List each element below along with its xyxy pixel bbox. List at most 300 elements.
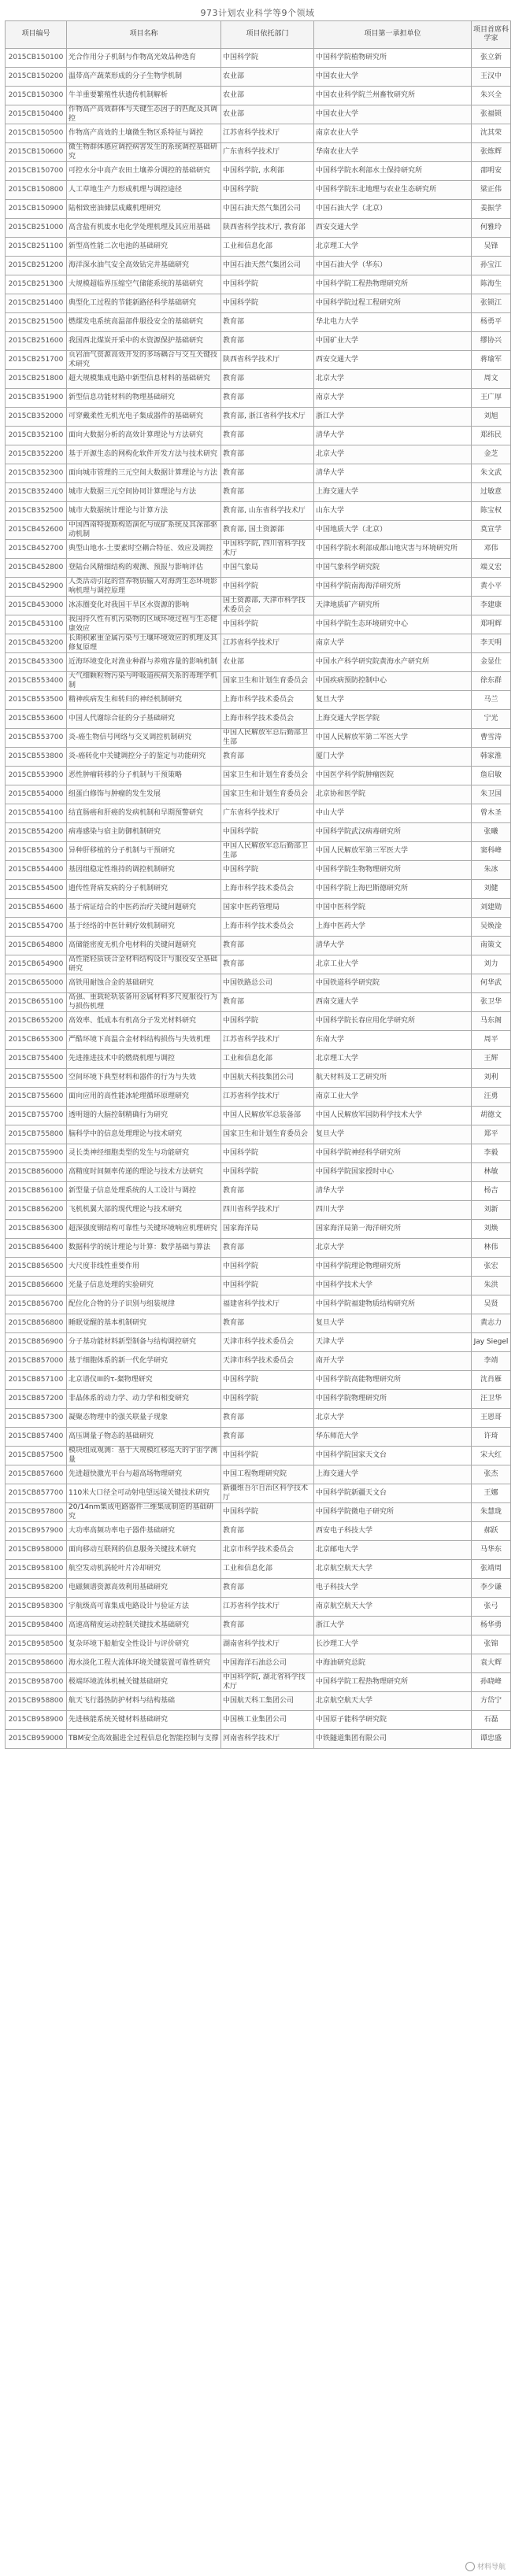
cell-unit: 厦门大学	[314, 748, 472, 767]
cell-dept: 广东省科学技术厅	[221, 143, 314, 162]
cell-code: 2015CB251100	[6, 238, 67, 257]
cell-lead: 杨华勇	[472, 1617, 511, 1635]
cell-unit: 中国水产科学研究院黄海水产研究所	[314, 653, 472, 672]
cell-dept: 教育部	[221, 748, 314, 767]
cell-code: 2015CB554200	[6, 823, 67, 842]
cell-title: 大尺度非线性重要作用	[67, 1258, 221, 1277]
cell-lead: 马兰	[472, 691, 511, 710]
cell-title: 数据科学的统计理论与计算：数学基础与算法	[67, 1239, 221, 1258]
cell-dept: 中国科学院	[221, 1503, 314, 1522]
header-title: 项目名称	[67, 21, 221, 49]
cell-lead: 孙晓峰	[472, 1673, 511, 1692]
cell-unit: 中国科学院水利部成都山地灾害与环境研究所	[314, 540, 472, 559]
cell-unit: 中国农业大学	[314, 105, 472, 124]
cell-title: 我国持久性有机污染物的区域环境过程与生态健康效应	[67, 615, 221, 634]
cell-title: 非晶体系的动力学、动力学和相变研究	[67, 1390, 221, 1409]
table-row	[6, 804, 511, 823]
cell-code: 2015CB958200	[6, 1579, 67, 1598]
cell-title: 高含盐有机废水电化学处理机理及其应用基础	[67, 219, 221, 238]
cell-code: 2015CB857600	[6, 1465, 67, 1484]
table-row	[6, 1617, 511, 1635]
cell-lead: 张卫华	[472, 993, 511, 1012]
table-row	[6, 861, 511, 880]
cell-title: 高铁用耐蚀合金的基础研究	[67, 974, 221, 993]
cell-lead: 朱慧珑	[472, 1503, 511, 1522]
cell-dept: 中国科学院	[221, 1163, 314, 1182]
table-row	[6, 1069, 511, 1088]
cell-dept: 农业部	[221, 87, 314, 105]
table-row	[6, 559, 511, 578]
cell-dept: 教育部	[221, 1239, 314, 1258]
cell-dept: 河南省科学技术厅	[221, 1730, 314, 1749]
cell-dept: 教育部	[221, 313, 314, 332]
cell-title: 温带高产蔬菜形成的分子生物学机制	[67, 68, 221, 87]
cell-dept: 教育部	[221, 389, 314, 408]
cell-title: 高精度时间频率传递的理论与技术方法研究	[67, 1163, 221, 1182]
table-body	[6, 49, 511, 1749]
cell-lead: 马华东	[472, 1541, 511, 1560]
cell-title: 大气细颗粒物污染与呼吸道疾病关系的毒理学机制	[67, 672, 221, 691]
table-row	[6, 1371, 511, 1390]
cell-dept: 教育部	[221, 955, 314, 974]
table-row	[6, 899, 511, 918]
cell-lead: 金芝	[472, 445, 511, 464]
cell-unit: 北京大学	[314, 1409, 472, 1428]
cell-dept: 农业部	[221, 653, 314, 672]
cell-dept: 广东省科学技术厅	[221, 804, 314, 823]
cell-unit: 上海交通大学	[314, 1465, 472, 1484]
cell-code: 2015CB150300	[6, 87, 67, 105]
cell-code: 2015CB453200	[6, 634, 67, 653]
cell-code: 2015CB150500	[6, 124, 67, 143]
cell-lead: 刘利	[472, 1069, 511, 1088]
cell-lead: 孙宝江	[472, 257, 511, 275]
table-row	[6, 181, 511, 200]
table-row	[6, 1522, 511, 1541]
cell-lead: 刘健	[472, 880, 511, 899]
cell-title: 超大规模集成电路中新型信息材料的基础研究	[67, 370, 221, 389]
cell-lead: 宋大红	[472, 1447, 511, 1465]
cell-unit: 清华大学	[314, 937, 472, 955]
cell-title: 陆相致密油储层成藏机理研究	[67, 200, 221, 219]
cell-lead: 曹雪涛	[472, 729, 511, 748]
cell-code: 2015CB856000	[6, 1163, 67, 1182]
header-unit: 项目第一承担单位	[314, 21, 472, 49]
cell-dept: 农业部	[221, 105, 314, 124]
cell-dept: 中国核工业集团公司	[221, 1711, 314, 1730]
table-row	[6, 1390, 511, 1409]
table-row	[6, 1541, 511, 1560]
cell-lead: 郑纬民	[472, 427, 511, 445]
cell-lead: 詹启敏	[472, 767, 511, 785]
cell-unit: 四川大学	[314, 1201, 472, 1220]
table-row	[6, 993, 511, 1012]
table-row	[6, 672, 511, 691]
cell-dept: 教育部	[221, 464, 314, 483]
table-row	[6, 1560, 511, 1579]
cell-lead: 胡德文	[472, 1107, 511, 1125]
table-row	[6, 918, 511, 937]
cell-dept: 上海市科学技术委员会	[221, 691, 314, 710]
cell-lead: 张福锁	[472, 105, 511, 124]
cell-title: 异种肝移植的分子机制与干预研究	[67, 842, 221, 861]
table-row	[6, 1465, 511, 1484]
table-row	[6, 1277, 511, 1295]
cell-unit: 中国石油大学（华东）	[314, 257, 472, 275]
cell-title: 新型高性能二次电池的基础研究	[67, 238, 221, 257]
cell-title: 睡眠觉醒的基本机制研究	[67, 1314, 221, 1333]
cell-lead: 李少谦	[472, 1579, 511, 1598]
cell-code: 2015CB958900	[6, 1711, 67, 1730]
cell-title: 精神疾病发生和转归的神经机制研究	[67, 691, 221, 710]
cell-title: 人工草地生产力形成机理与调控途径	[67, 181, 221, 200]
cell-code: 2015CB553900	[6, 767, 67, 785]
cell-unit: 中国石油大学（北京）	[314, 200, 472, 219]
cell-title: 超深强度钢结构可靠性与关键环境响应机理研究	[67, 1220, 221, 1239]
table-row	[6, 1598, 511, 1617]
cell-title: 110米大口径全可动射电望远镜关键技术研究	[67, 1484, 221, 1503]
cell-code: 2015CB957800	[6, 1503, 67, 1522]
cell-code: 2015CB755700	[6, 1107, 67, 1125]
cell-dept: 教育部	[221, 937, 314, 955]
table-row	[6, 1503, 511, 1522]
cell-title: 长期积累重金属污染与土壤环境效应的机理及其修复原理	[67, 634, 221, 653]
cell-dept: 天津市科学技术委员会	[221, 1333, 314, 1352]
cell-unit: 中国科学院南海海洋研究所	[314, 578, 472, 597]
cell-title: 面向移动互联网的信息服务关键技术研究	[67, 1541, 221, 1560]
cell-code: 2015CB857700	[6, 1484, 67, 1503]
cell-dept: 中国科学院, 湖北省科学技术厅	[221, 1673, 314, 1692]
cell-code: 2015CB856100	[6, 1182, 67, 1201]
cell-unit: 中国科学院生物物理研究所	[314, 861, 472, 880]
cell-code: 2015CB452800	[6, 559, 67, 578]
table-row	[6, 313, 511, 332]
cell-lead: 李天明	[472, 634, 511, 653]
cell-lead: 林敏	[472, 1163, 511, 1182]
cell-title: 病毒感染与宿主防御机制研究	[67, 823, 221, 842]
cell-code: 2015CB251600	[6, 332, 67, 351]
cell-unit: 上海中医药大学	[314, 918, 472, 937]
cell-lead: 邵明安	[472, 162, 511, 181]
cell-unit: 南京航空航天大学	[314, 1598, 472, 1617]
cell-code: 2015CB554100	[6, 804, 67, 823]
wechat-icon	[465, 2562, 475, 2571]
table-row	[6, 1654, 511, 1673]
cell-unit: 中国科学院神经科学研究所	[314, 1144, 472, 1163]
cell-title: 透明翅的大脑控制精确行为研究	[67, 1107, 221, 1125]
cell-dept: 教育部, 山东省科学技术厅	[221, 502, 314, 521]
cell-title: 基于经络的中医针刺疗效机制研究	[67, 918, 221, 937]
table-row	[6, 1673, 511, 1692]
cell-unit: 北京工业大学	[314, 955, 472, 974]
cell-title: 宇航级高可靠集成电路设计与验证方法	[67, 1598, 221, 1617]
cell-title: 中国人代谢综合征的分子基础研究	[67, 710, 221, 729]
table-row	[6, 502, 511, 521]
cell-code: 2015CB452900	[6, 578, 67, 597]
cell-unit: 中国科学院东北地理与农业生态研究所	[314, 181, 472, 200]
cell-unit: 中国疾病预防控制中心	[314, 672, 472, 691]
table-row	[6, 1031, 511, 1050]
cell-code: 2015CB554500	[6, 880, 67, 899]
cell-unit: 中海油研究总院	[314, 1654, 472, 1673]
cell-lead: 张弓	[472, 1598, 511, 1617]
cell-code: 2015CB554600	[6, 899, 67, 918]
cell-unit: 清华大学	[314, 1182, 472, 1201]
cell-title: 可穿戴柔性无机光电子集成器件的基础研究	[67, 408, 221, 427]
cell-lead: 陈海生	[472, 275, 511, 294]
cell-title: 航天飞行器热防护材料与结构基础	[67, 1692, 221, 1711]
cell-title: 微生物群体感应调控病害发生的系统调控基础研究	[67, 143, 221, 162]
cell-title: 极端环境流体机械关键基础研究	[67, 1673, 221, 1692]
table-row	[6, 1125, 511, 1144]
cell-dept: 国土资源部, 天津市科学技术委员会	[221, 597, 314, 615]
table-row	[6, 1730, 511, 1749]
cell-dept: 中国科学院	[221, 615, 314, 634]
cell-unit: 中国科学院工程热物理研究所	[314, 1673, 472, 1692]
cell-code: 2015CB150100	[6, 49, 67, 68]
cell-unit: 中国原子能科学研究院	[314, 1711, 472, 1730]
cell-title: 高强、重载轮轨装备用金属材料多尺度服役行为与损伤机理	[67, 993, 221, 1012]
cell-code: 2015CB655000	[6, 974, 67, 993]
cell-code: 2015CB655200	[6, 1012, 67, 1031]
cell-title: 高速高精度运动控制关键技术基础研究	[67, 1617, 221, 1635]
cell-code: 2015CB655100	[6, 993, 67, 1012]
cell-code: 2015CB150700	[6, 162, 67, 181]
table-row	[6, 1314, 511, 1333]
cell-title: 燃煤发电系统高温部件服役安全的基础研究	[67, 313, 221, 332]
cell-lead: 周文	[472, 370, 511, 389]
cell-title: 高效率、低成本有机高分子发光材料研究	[67, 1012, 221, 1031]
cell-dept: 中国人民解放军总装备部	[221, 1107, 314, 1125]
cell-code: 2015CB150400	[6, 105, 67, 124]
cell-lead: 陈宝权	[472, 502, 511, 521]
cell-unit: 中山大学	[314, 804, 472, 823]
table-row	[6, 351, 511, 370]
cell-code: 2015CB150800	[6, 181, 67, 200]
cell-unit: 南京农业大学	[314, 124, 472, 143]
table-row	[6, 823, 511, 842]
cell-title: 近海环境变化对渔业种群与养殖容量的影响机制	[67, 653, 221, 672]
table-row	[6, 597, 511, 615]
cell-unit: 南开大学	[314, 1352, 472, 1371]
cell-code: 2015CB251400	[6, 294, 67, 313]
cell-lead: 张立新	[472, 49, 511, 68]
cell-title: 脑科学中的信息处理理论与技术研究	[67, 1125, 221, 1144]
cell-lead: 莫宣学	[472, 521, 511, 540]
cell-code: 2015CB553600	[6, 710, 67, 729]
project-table	[5, 20, 511, 1749]
cell-lead: 汪卫华	[472, 1390, 511, 1409]
cell-unit: 山东大学	[314, 502, 472, 521]
cell-title: 城市大数据三元空间协同计算理论与方法	[67, 483, 221, 502]
cell-unit: 中国科学技术大学	[314, 1277, 472, 1295]
cell-code: 2015CB553800	[6, 748, 67, 767]
cell-code: 2015CB857300	[6, 1409, 67, 1428]
table-row	[6, 880, 511, 899]
cell-lead: 刘新	[472, 1201, 511, 1220]
table-row	[6, 521, 511, 540]
cell-code: 2015CB351900	[6, 389, 67, 408]
cell-title: 遗传性肾病发病的分子机制研究	[67, 880, 221, 899]
cell-unit: 中国科学院水利部水土保持研究所	[314, 162, 472, 181]
cell-lead: 梁正伟	[472, 181, 511, 200]
cell-dept: 中国科学院	[221, 1258, 314, 1277]
table-row	[6, 87, 511, 105]
cell-lead: 朱兴全	[472, 87, 511, 105]
cell-unit: 中国科学院理论物理研究所	[314, 1258, 472, 1277]
cell-lead: 宁光	[472, 710, 511, 729]
cell-title: 先进推进技术中的燃烧机理与调控	[67, 1050, 221, 1069]
table-row	[6, 1220, 511, 1239]
cell-code: 2015CB452600	[6, 521, 67, 540]
cell-unit: 长沙理工大学	[314, 1635, 472, 1654]
table-row	[6, 1088, 511, 1107]
cell-code: 2015CB958500	[6, 1635, 67, 1654]
table-row	[6, 578, 511, 597]
cell-unit: 北京大学	[314, 370, 472, 389]
cell-lead: 方岱宁	[472, 1692, 511, 1711]
cell-title: 典型山地水-土要素时空耦合特征、效应及调控	[67, 540, 221, 559]
cell-dept: 教育部	[221, 1182, 314, 1201]
cell-dept: 教育部	[221, 332, 314, 351]
cell-lead: 李毅	[472, 1144, 511, 1163]
cell-lead: 刘焕	[472, 1220, 511, 1239]
cell-code: 2015CB553500	[6, 691, 67, 710]
cell-lead: 许琦	[472, 1428, 511, 1447]
cell-unit: 中国科学院长春应用化学研究所	[314, 1012, 472, 1031]
table-row	[6, 294, 511, 313]
cell-lead: 王汉中	[472, 68, 511, 87]
cell-dept: 工业和信息化部	[221, 1050, 314, 1069]
cell-dept: 中国科学院	[221, 823, 314, 842]
cell-lead: 吴锋	[472, 238, 511, 257]
cell-dept: 中国科学院	[221, 1390, 314, 1409]
table-row	[6, 1239, 511, 1258]
cell-lead: 张靖周	[472, 1560, 511, 1579]
cell-lead: 张锦	[472, 1635, 511, 1654]
cell-unit: 南京大学	[314, 389, 472, 408]
cell-dept: 教育部	[221, 993, 314, 1012]
cell-unit: 西安电子科技大学	[314, 1522, 472, 1541]
cell-dept: 农业部	[221, 68, 314, 87]
cell-dept: 中国气象局	[221, 559, 314, 578]
cell-unit: 中国农业科学院兰州畜牧研究所	[314, 87, 472, 105]
cell-unit: 中铁隧道集团有限公司	[314, 1730, 472, 1749]
cell-unit: 中国矿业大学	[314, 332, 472, 351]
cell-lead: 郑平	[472, 1125, 511, 1144]
table-row	[6, 1012, 511, 1031]
cell-unit: 中国气象科学研究院	[314, 559, 472, 578]
cell-dept: 中国石油天然气集团公司	[221, 257, 314, 275]
cell-dept: 教育部	[221, 1617, 314, 1635]
cell-code: 2015CB857500	[6, 1447, 67, 1465]
cell-dept: 上海市科学技术委员会	[221, 918, 314, 937]
cell-lead: 曾木圣	[472, 804, 511, 823]
cell-dept: 中国科学院	[221, 1144, 314, 1163]
cell-unit: 复旦大学	[314, 1125, 472, 1144]
cell-unit: 浙江大学	[314, 408, 472, 427]
cell-dept: 中国科学院	[221, 861, 314, 880]
cell-code: 2015CB755500	[6, 1069, 67, 1088]
cell-unit: 天津地质矿产研究所	[314, 597, 472, 615]
cell-lead: 沈肖雁	[472, 1371, 511, 1390]
cell-unit: 中国科学院上海巴斯德研究所	[314, 880, 472, 899]
cell-lead: Jay Siegel	[472, 1333, 511, 1352]
table-row	[6, 68, 511, 87]
cell-code: 2015CB755600	[6, 1088, 67, 1107]
cell-lead: 朱洪	[472, 1277, 511, 1295]
table-row	[6, 1409, 511, 1428]
cell-dept: 中国石油天然气集团公司	[221, 200, 314, 219]
cell-unit: 复旦大学	[314, 691, 472, 710]
cell-unit: 中国科学院微电子研究所	[314, 1503, 472, 1522]
cell-unit: 中国科学院植物研究所	[314, 49, 472, 68]
table-row	[6, 653, 511, 672]
table-row	[6, 1201, 511, 1220]
cell-lead: 张炼辉	[472, 143, 511, 162]
cell-code: 2015CB655300	[6, 1031, 67, 1050]
cell-title: 面向应用的高性能冰轮理循环原理研究	[67, 1088, 221, 1107]
cell-code: 2015CB452700	[6, 540, 67, 559]
cell-dept: 江苏省科学技术厅	[221, 634, 314, 653]
table-row	[6, 1144, 511, 1163]
table-row	[6, 257, 511, 275]
cell-code: 2015CB856900	[6, 1333, 67, 1352]
cell-lead: 南策文	[472, 937, 511, 955]
table-row	[6, 1635, 511, 1654]
cell-code: 2015CB251200	[6, 257, 67, 275]
table-row	[6, 1428, 511, 1447]
cell-dept: 中国人民解放军总后勤部卫生部	[221, 729, 314, 748]
table-row	[6, 615, 511, 634]
cell-title: 飞机机翼大部的现代理论与技术研究	[67, 1201, 221, 1220]
cell-code: 2015CB856600	[6, 1277, 67, 1295]
cell-title: 基因组稳定性维持的调控机制研究	[67, 861, 221, 880]
cell-lead: 张曦	[472, 823, 511, 842]
cell-title: 人类活动引起的营养物质输入对海湾生态环境影响机理与调控原理	[67, 578, 221, 597]
cell-dept: 上海市科学技术委员会	[221, 880, 314, 899]
cell-lead: 郑明辉	[472, 615, 511, 634]
cell-title: 北京谱仪III的τ-粲物理研究	[67, 1371, 221, 1390]
table-row	[6, 634, 511, 653]
cell-code: 2015CB755400	[6, 1050, 67, 1069]
cell-lead: 马东阁	[472, 1012, 511, 1031]
cell-lead: 朱冰	[472, 861, 511, 880]
cell-title: 我国西北煤炭开采中的水资源保护基础研究	[67, 332, 221, 351]
cell-code: 2015CB958800	[6, 1692, 67, 1711]
cell-title: 作物高产高效的土壤微生物区系特征与调控	[67, 124, 221, 143]
cell-title: 结直肠癌和肝癌的发病机制和早期预警研究	[67, 804, 221, 823]
cell-unit: 浙江大学	[314, 1617, 472, 1635]
cell-dept: 中国科学院	[221, 1447, 314, 1465]
cell-unit: 北京协和医学院	[314, 785, 472, 804]
table-row	[6, 1447, 511, 1465]
cell-title: 海水淡化工程大流体环境关键装置可靠性研究	[67, 1654, 221, 1673]
cell-unit: 中国科学院新疆天文台	[314, 1484, 472, 1503]
table-row	[6, 143, 511, 162]
cell-lead: 周平	[472, 1031, 511, 1050]
cell-code: 2015CB857000	[6, 1352, 67, 1371]
cell-lead: 姜振学	[472, 200, 511, 219]
cell-dept: 中国科学院	[221, 49, 314, 68]
cell-code: 2015CB856700	[6, 1295, 67, 1314]
cell-title: 基于病证结合的中医药治疗关键问题研究	[67, 899, 221, 918]
cell-unit: 天津大学	[314, 1333, 472, 1352]
cell-lead: 王广厚	[472, 389, 511, 408]
cell-lead: 王娜	[472, 1484, 511, 1503]
table-row	[6, 464, 511, 483]
cell-title: 恶性肿瘤转移的分子机制与干预策略	[67, 767, 221, 785]
